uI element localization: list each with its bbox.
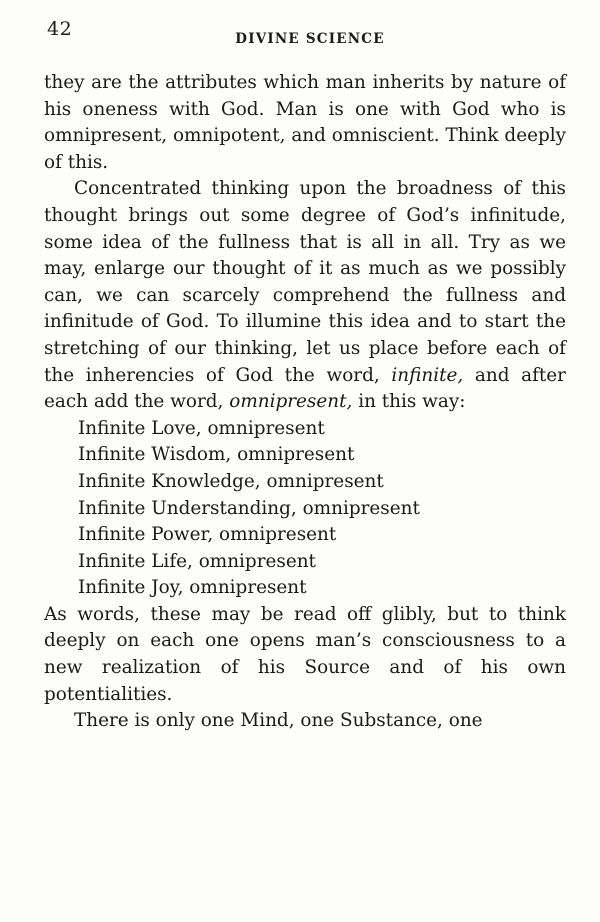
paragraph-as-words: As words, these may be read off glibly, but to think deeply on each one opens man’s consciousness to a new realization of his Source and of his own potentialities. [44, 603, 566, 705]
paragraph-continued: they are the attributes which man inherits by nature of his oneness with God. Man is one with God who is omnipresent, omnipotent, and omniscient. Think deeply of this. [44, 72, 566, 173]
list-item: Infinite Life, omnipresent [78, 550, 316, 572]
attribute-list [44, 416, 566, 602]
running-head: DIVINE SCIENCE [235, 31, 385, 47]
list-item: Infinite Understanding, omnipresent [78, 497, 420, 519]
paragraph-text: Concentrated thinking upon the broadness of this thought brings out some degree of God’s infinitude, some idea of the fullness that is all in all. Try as we may, enlarge our thought of it as much as we possibly can, we can scarcely comprehend the fullness and infinitude of God. To illumine this idea and to start the stretching of our thinking, let us place before each of the inherencies of God the word, [44, 178, 566, 386]
paragraph-one-mind: There is only one Mind, one Substance, one [74, 710, 483, 732]
italic-word-omnipresent: omnipresent, [229, 391, 353, 413]
list-item: Infinite Wisdom, omnipresent [78, 444, 355, 466]
body-text [44, 70, 566, 735]
list-item: Infinite Joy, omnipresent [78, 577, 307, 599]
list-item: Infinite Love, omnipresent [78, 417, 325, 439]
list-item: Infinite Knowledge, omnipresent [78, 470, 384, 492]
paragraph-text: in this way: [358, 391, 466, 413]
italic-word-infinite: infinite, [391, 364, 464, 386]
paragraph-concentrated-thinking [44, 176, 566, 415]
page-number: 42 [47, 18, 73, 40]
list-item: Infinite Power, omnipresent [78, 524, 337, 546]
paragraph-text: and after each add the word, [44, 364, 566, 413]
